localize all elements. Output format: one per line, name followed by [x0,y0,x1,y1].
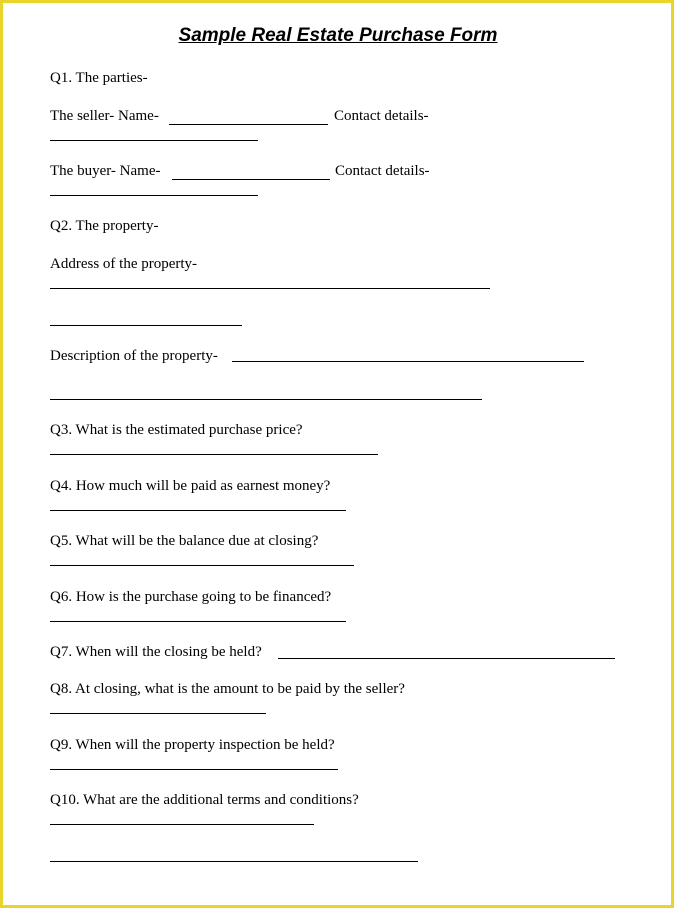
address-field-line-1[interactable] [50,288,490,289]
q10-answer-field-line-1[interactable] [50,824,314,825]
q6-answer-field[interactable] [50,621,346,622]
address-label: Address of the property- [50,256,198,272]
q4-answer-field[interactable] [50,510,346,511]
description-field-line-2[interactable] [50,399,482,400]
seller-name-label: The seller- Name- [50,108,159,124]
description-field-line-1[interactable] [232,361,584,362]
buyer-name-label: The buyer- Name- [50,163,161,179]
q9-answer-field[interactable] [50,769,338,770]
buyer-name-field[interactable] [172,179,330,180]
q10-label: Q10. What are the additional terms and conditions? [50,792,359,808]
form-title: Sample Real Estate Purchase Form [178,25,498,46]
q9-label: Q9. When will the property inspection be held? [50,737,335,753]
q2-label: Q2. The property- [50,218,159,234]
q8-label: Q8. At closing, what is the amount to be paid by the seller? [50,681,405,697]
q3-label: Q3. What is the estimated purchase price? [50,422,303,438]
buyer-contact-label: Contact details- [335,163,430,179]
q4-label: Q4. How much will be paid as earnest money? [50,478,331,494]
q3-answer-field[interactable] [50,454,378,455]
address-field-line-2[interactable] [50,325,242,326]
q10-answer-field-line-2[interactable] [50,861,418,862]
q7-answer-field[interactable] [278,658,615,659]
seller-name-field[interactable] [169,124,328,125]
seller-contact-field[interactable] [50,140,258,141]
seller-contact-label: Contact details- [334,108,429,124]
q5-answer-field[interactable] [50,565,354,566]
q8-answer-field[interactable] [50,713,266,714]
q6-label: Q6. How is the purchase going to be financed? [50,589,332,605]
q7-label: Q7. When will the closing be held? [50,644,262,660]
q1-label: Q1. The parties- [50,70,148,86]
description-label: Description of the property- [50,348,218,364]
q5-label: Q5. What will be the balance due at closing? [50,533,319,549]
buyer-contact-field[interactable] [50,195,258,196]
